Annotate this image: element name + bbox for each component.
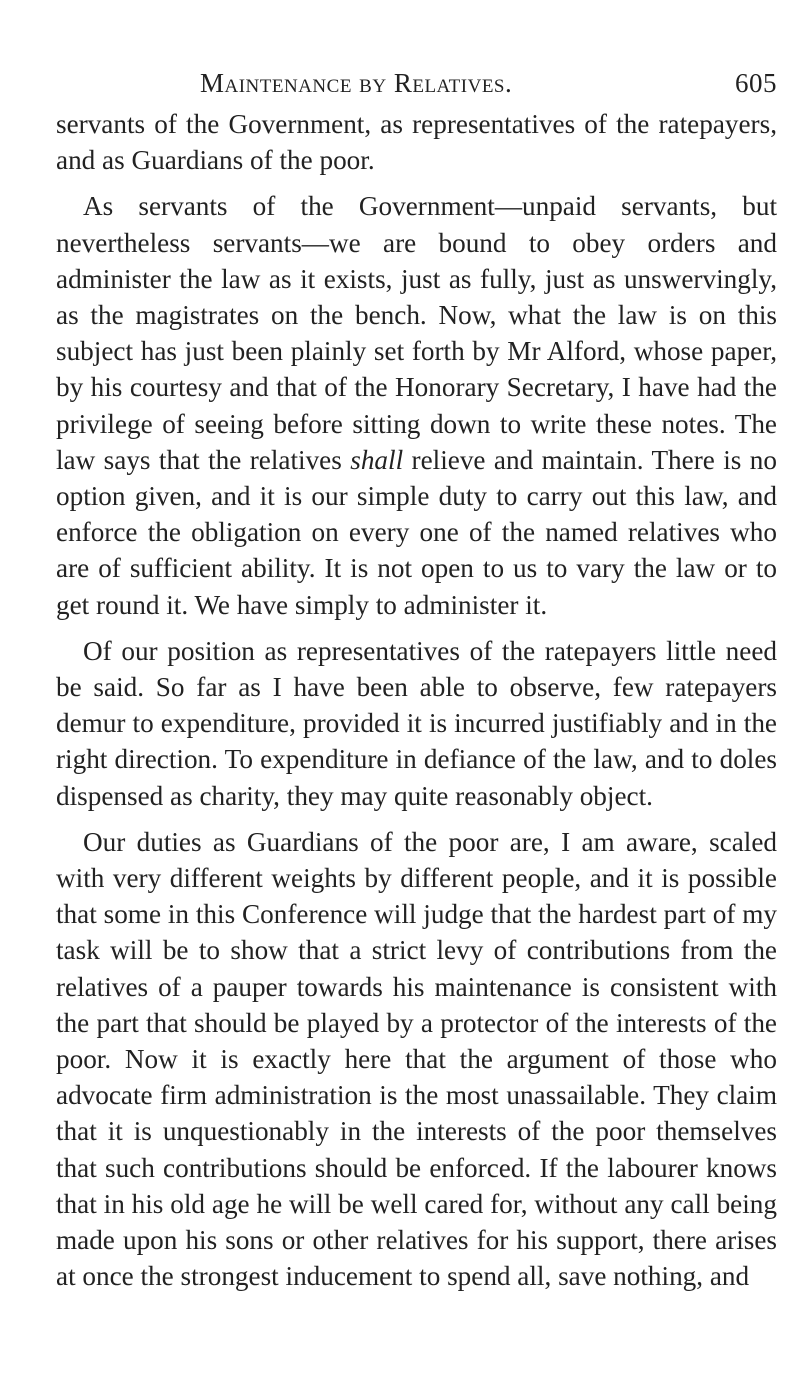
page-header [200, 68, 777, 108]
paragraph-government-servants [56, 188, 777, 622]
page-number: 605 [735, 68, 777, 98]
paragraph-continuation: servants of the Government, as representatives of the ratepayers, and as Guardians of the poor. [56, 109, 777, 176]
emphasized-word: shall [350, 444, 404, 475]
paragraph-text: As servants of the Government—unpaid servants, but nevertheless servants—we are bound to obey orders and administer the law as it exists, just as fully, just as unswervingly, as the magistrates on the bench. Now, what the law is on this subject has just been plainly set forth by Mr Alford, whose paper, by his courtesy and that of the Honorary Secretary, I have had the privilege of seeing before sitting down to write these notes. The law says that the relatives [56, 191, 777, 475]
paragraph-guardians: Our duties as Guardians of the poor are, I am aware, scaled with very different weights by different people, and it is possible that some in this Conference will judge that the hardest part of my task will be to show that a strict levy of contributions from the relatives of a pauper towards his maintenance is consistent with the part that should be played by a protector of the interests of the poor. Now it is exactly here that the argument of those who advocate firm administration is the most unassailable. They claim that it is unquestionably in the interests of the poor themselves that such contributions should be enforced. If the labourer knows that in his old age he will be well cared for, without any call being made upon his sons or other relatives for his support, there arises at once the strongest inducement to spend all, save nothing, and [56, 826, 777, 1292]
body-text [56, 106, 777, 1295]
running-title: Maintenance by Relatives. [200, 68, 513, 98]
paragraph-text: relieve and maintain. There is no option given, and it is our simple duty to carry out this law, and enforce the obligation on every one of the named relatives who are of sufficient ability. It is not open to us to vary the law or to get round it. We have simply to administer it. [56, 444, 777, 620]
paragraph-ratepayers: Of our position as representatives of the ratepayers little need be said. So far as I have been able to observe, few ratepayers demur to expenditure, provided it is incurred justifiably and in the right direction. To expenditure in defiance of the law, and to doles dispensed as charity, they may quite reasonably object. [56, 635, 777, 811]
